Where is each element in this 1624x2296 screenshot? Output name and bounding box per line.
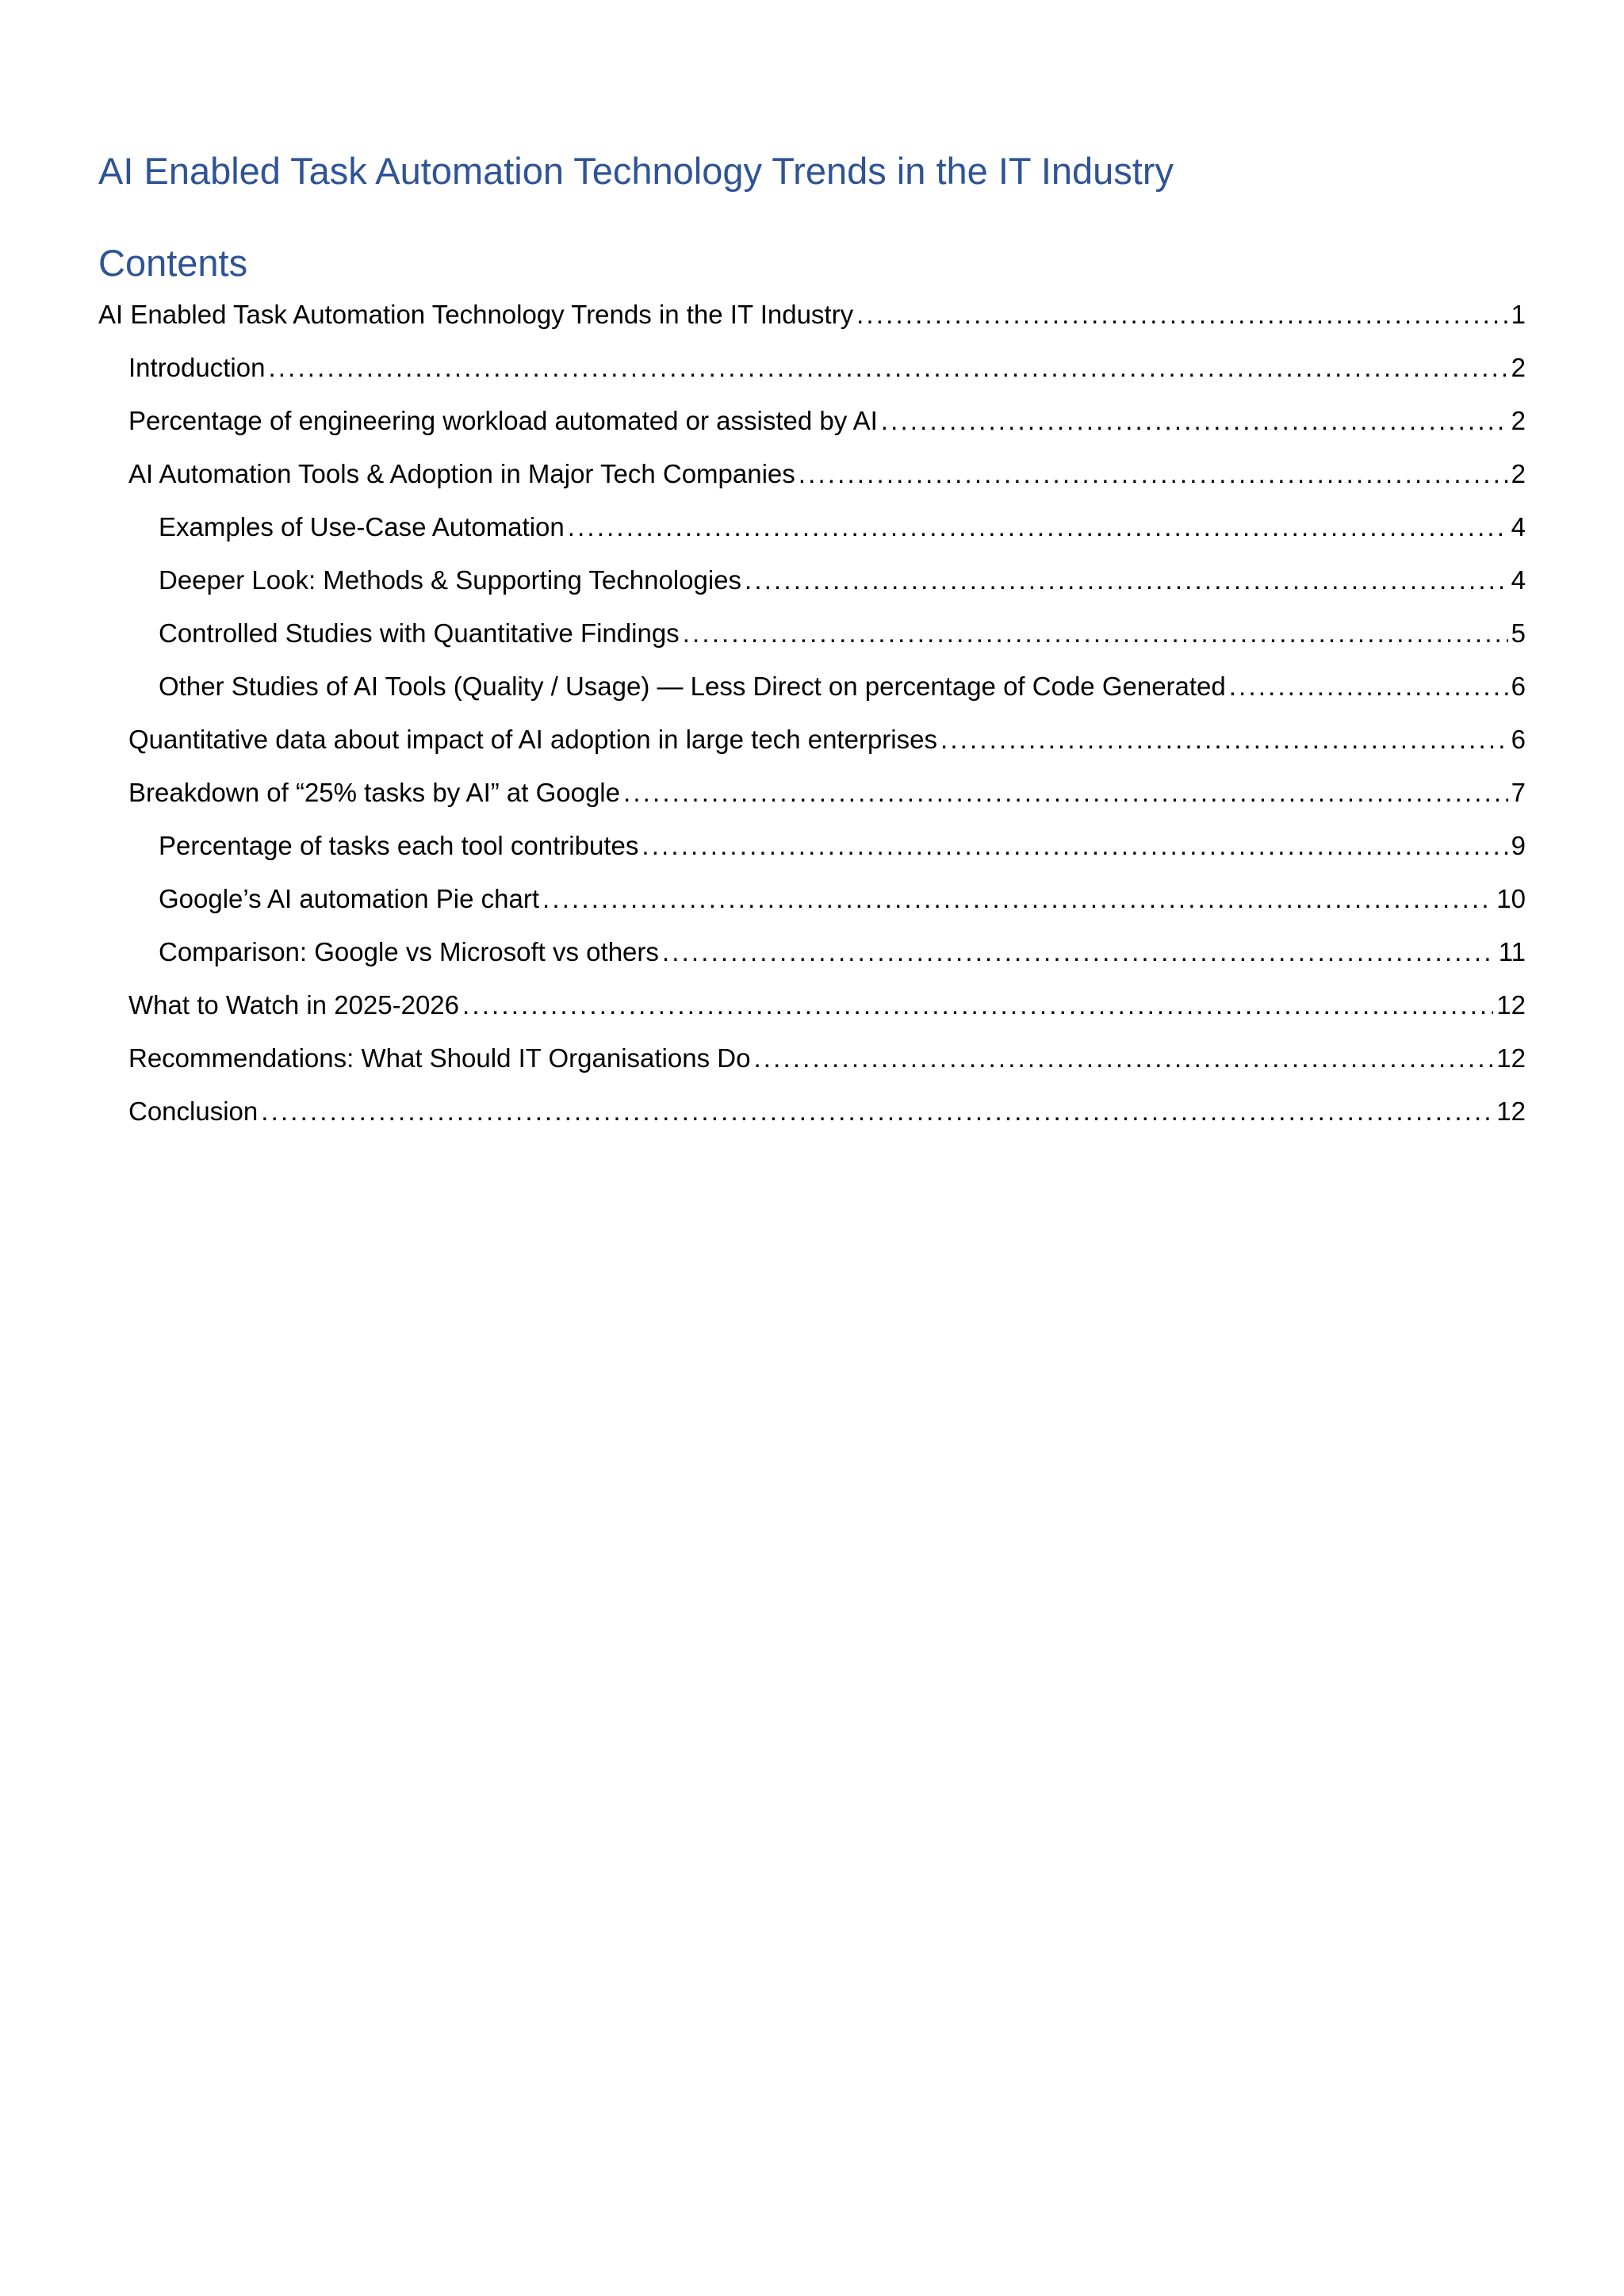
- toc-entry-text[interactable]: AI Automation Tools & Adoption in Major Tech Companies: [128, 459, 795, 488]
- toc-dot-leader: [683, 614, 1508, 653]
- toc-dot-leader: [623, 773, 1508, 813]
- toc-entry[interactable]: [98, 879, 1526, 932]
- toc-entry[interactable]: [98, 1039, 1526, 1092]
- toc-page-number[interactable]: 12: [1496, 990, 1526, 1020]
- toc-entry[interactable]: [98, 667, 1526, 720]
- toc-dot-leader: [268, 348, 1507, 388]
- toc-entry-text[interactable]: What to Watch in 2025-2026: [128, 990, 460, 1020]
- toc-page-number[interactable]: 1: [1511, 300, 1526, 329]
- toc-page-number[interactable]: 2: [1511, 353, 1526, 382]
- toc-entry-text[interactable]: Controlled Studies with Quantitative Findings: [159, 618, 680, 648]
- toc-entry[interactable]: [98, 295, 1526, 348]
- toc-entry[interactable]: [98, 985, 1526, 1039]
- toc-dot-leader: [261, 1092, 1493, 1131]
- toc-page-number[interactable]: 6: [1511, 672, 1526, 701]
- toc-entry-text[interactable]: Comparison: Google vs Microsoft vs others: [159, 937, 659, 966]
- toc-entry[interactable]: [98, 401, 1526, 454]
- toc-entry[interactable]: [98, 454, 1526, 507]
- toc-entry[interactable]: [98, 720, 1526, 773]
- toc-entry-text[interactable]: Breakdown of “25% tasks by AI” at Google: [128, 778, 620, 807]
- toc-entry[interactable]: [98, 932, 1526, 985]
- toc-page-number[interactable]: 4: [1511, 565, 1526, 595]
- toc-heading: Contents: [98, 242, 248, 284]
- toc-page-number[interactable]: 12: [1496, 1096, 1526, 1126]
- toc-dot-leader: [799, 454, 1508, 494]
- toc-dot-leader: [462, 985, 1493, 1025]
- toc-page-number[interactable]: 7: [1511, 778, 1526, 807]
- toc-entry[interactable]: [98, 773, 1526, 826]
- toc-entry[interactable]: [98, 614, 1526, 667]
- toc-entry[interactable]: [98, 507, 1526, 561]
- document-title: AI Enabled Task Automation Technology Trends in the IT Industry: [98, 150, 1174, 192]
- toc-dot-leader: [856, 295, 1508, 335]
- toc-dot-leader: [881, 401, 1508, 441]
- toc-page-number[interactable]: 2: [1511, 406, 1526, 435]
- toc-page-number[interactable]: 6: [1511, 725, 1526, 754]
- toc-dot-leader: [642, 826, 1507, 866]
- toc-dot-leader: [662, 932, 1496, 972]
- toc-entry-text[interactable]: Other Studies of AI Tools (Quality / Usage) — Less Direct on percentage of Code Generated: [159, 672, 1226, 701]
- toc-page-number[interactable]: 2: [1511, 459, 1526, 488]
- toc-page-number[interactable]: 12: [1496, 1043, 1526, 1073]
- toc-page-number[interactable]: 4: [1511, 512, 1526, 541]
- toc-entry-text[interactable]: Recommendations: What Should IT Organisations Do: [128, 1043, 751, 1073]
- toc-entry-text[interactable]: Examples of Use-Case Automation: [159, 512, 565, 541]
- toc-dot-leader: [1229, 667, 1508, 706]
- toc-entry-text[interactable]: Percentage of engineering workload automated or assisted by AI: [128, 406, 878, 435]
- toc-dot-leader: [753, 1039, 1493, 1078]
- toc-dot-leader: [940, 720, 1508, 760]
- toc-page-number[interactable]: 11: [1498, 937, 1526, 966]
- toc-dot-leader: [542, 879, 1493, 919]
- toc-entry-text[interactable]: Quantitative data about impact of AI adoption in large tech enterprises: [128, 725, 937, 754]
- toc-entry-text[interactable]: Percentage of tasks each tool contributes: [159, 831, 639, 860]
- toc-entry-text[interactable]: Google’s AI automation Pie chart: [159, 884, 540, 913]
- toc-dot-leader: [745, 561, 1508, 600]
- toc-entry-text[interactable]: Conclusion: [128, 1096, 259, 1126]
- toc-entry[interactable]: [98, 826, 1526, 879]
- toc-entry[interactable]: [98, 1092, 1526, 1145]
- toc-entry[interactable]: [98, 348, 1526, 401]
- toc-entry[interactable]: [98, 561, 1526, 614]
- toc-dot-leader: [568, 507, 1508, 547]
- toc-page-number[interactable]: 5: [1511, 618, 1526, 648]
- toc-page-number[interactable]: 9: [1511, 831, 1526, 860]
- toc-entry-text[interactable]: AI Enabled Task Automation Technology Trends in the IT Industry: [98, 300, 854, 329]
- toc-entry-text[interactable]: Deeper Look: Methods & Supporting Technologies: [159, 565, 742, 595]
- table-of-contents: [98, 295, 1526, 1145]
- toc-entry-text[interactable]: Introduction: [128, 353, 266, 382]
- toc-page-number[interactable]: 10: [1496, 884, 1526, 913]
